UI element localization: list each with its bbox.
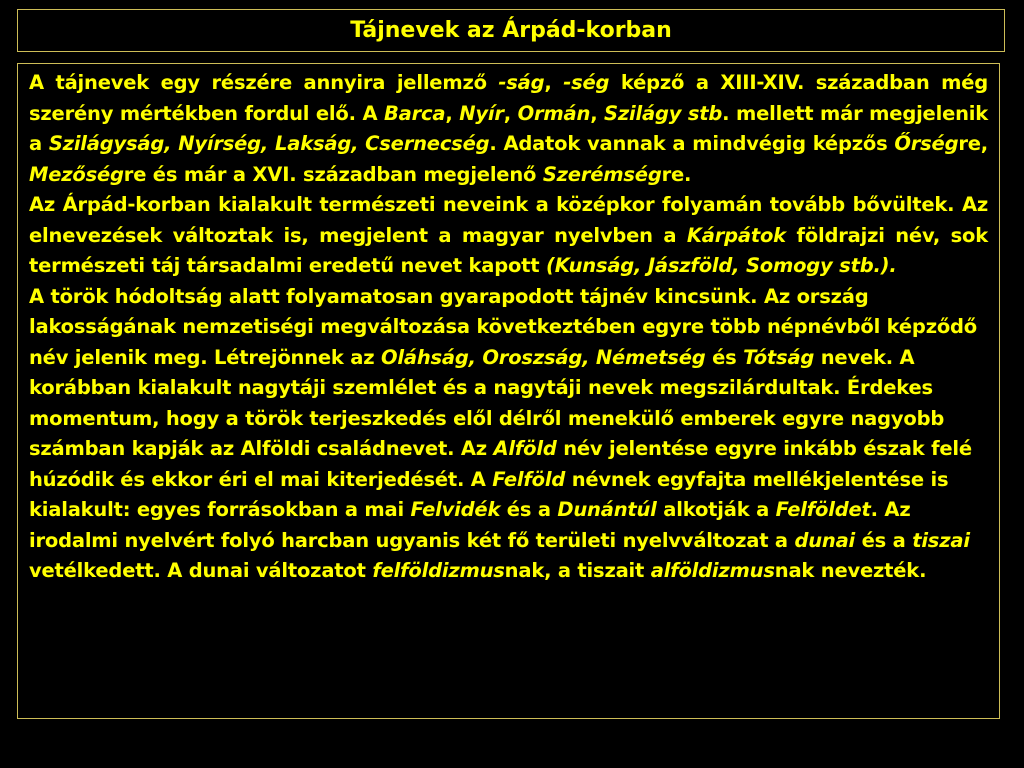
text-run: és a: [500, 498, 558, 521]
text-run: képző a XIII-XIV. században még szerény mértékben fordul elő. A: [29, 71, 988, 125]
text-run: név jelentése egyre inkább észak felé húzódik és ekkor éri el mai kiterjedését. A: [29, 437, 972, 491]
italic-term: Felföld: [492, 467, 566, 491]
text-run: nak nevezték.: [774, 559, 927, 582]
text-run: ,: [503, 101, 518, 125]
title-frame: [17, 9, 1005, 52]
text-run: A török hódoltság alatt folyamatosan gyarapodott tájnév kincsünk. Az ország lakosságának nemzetiségi megváltozása következtében egyre több népnévből képződő név jelenik meg. Létrejönnek az: [29, 284, 977, 369]
text-run: nevek. A korábban kialakult nagytáji szemlélet és a nagytáji nevek megszilárdultak. Érdekes momentum, hogy a török terjeszkedés elől délről menekülő emberek egyre nagyobb számban kapják az Alföldi családnevet. Az: [29, 345, 945, 460]
italic-term: Felvidék: [410, 498, 501, 521]
paragraph-2: [29, 190, 988, 282]
text-run: re és már a XVI. században megjelenő: [123, 162, 543, 186]
italic-term: Mezőség: [29, 162, 124, 186]
paragraph-3: [29, 282, 988, 587]
text-run: . Adatok vannak a mindvégig képzős: [489, 132, 895, 155]
text-run: Az Árpád-korban kialakult természeti neveink a középkor folyamán tovább bővültek. Az elnevezések változtak is, megjelent a magyar nyelvben a: [29, 193, 988, 247]
italic-term: Szerémség: [542, 162, 662, 186]
italic-term: Barca: [384, 101, 446, 125]
italic-term: (Kunság, Jászföld, Somogy stb.).: [546, 254, 897, 277]
italic-term: -ság: [498, 71, 545, 94]
text-run: névnek egyfajta mellékjelentése is kialakult: egyes forrásokban a mai: [29, 467, 949, 521]
italic-term: dunai: [794, 528, 856, 552]
italic-term: Nyír: [459, 101, 504, 125]
italic-term: -ség: [563, 71, 610, 94]
text-run: ,: [445, 101, 460, 125]
italic-term: Dunántúl: [557, 498, 657, 521]
text-body: [29, 68, 988, 587]
italic-term: Ormán: [517, 101, 591, 125]
italic-term: felföldizmus: [372, 559, 505, 582]
italic-term: Kárpátok: [686, 223, 786, 247]
text-run: . Az irodalmi nyelvért folyó harcban ugyanis két fő területi nyelvváltozat a: [29, 498, 911, 552]
paragraph-1: [29, 68, 988, 190]
text-run: nak, a tiszait: [504, 559, 651, 582]
text-run: és: [705, 345, 744, 369]
text-run: és a: [855, 528, 913, 552]
italic-term: Szilágy stb: [604, 101, 723, 125]
italic-term: Oláhság, Oroszság, Németség: [381, 345, 706, 369]
text-run: . mellett már megjelenik a: [29, 101, 989, 155]
italic-term: Szilágyság, Nyírség, Lakság, Csernecség: [48, 132, 490, 155]
text-run: földrajzi név, sok természeti táj társadalmi eredetű nevet kapott: [29, 223, 988, 277]
text-run: ,: [590, 101, 605, 125]
italic-term: Őrség: [894, 132, 959, 155]
italic-term: Alföld: [493, 437, 557, 460]
italic-term: alföldizmus: [650, 559, 775, 582]
italic-term: tiszai: [912, 528, 970, 552]
italic-term: Felföldet: [775, 498, 871, 521]
text-run: re,: [958, 132, 988, 155]
text-run: vetélkedett. A dunai változatot: [29, 559, 373, 582]
content-frame: [17, 63, 1000, 719]
text-run: ,: [544, 71, 564, 94]
text-run: A tájnevek egy részére annyira jellemző: [29, 71, 499, 94]
page-title: Tájnevek az Árpád-korban: [350, 18, 672, 43]
text-run: alkotják a: [656, 498, 776, 521]
italic-term: Tótság: [743, 345, 815, 369]
text-run: re.: [661, 162, 692, 186]
